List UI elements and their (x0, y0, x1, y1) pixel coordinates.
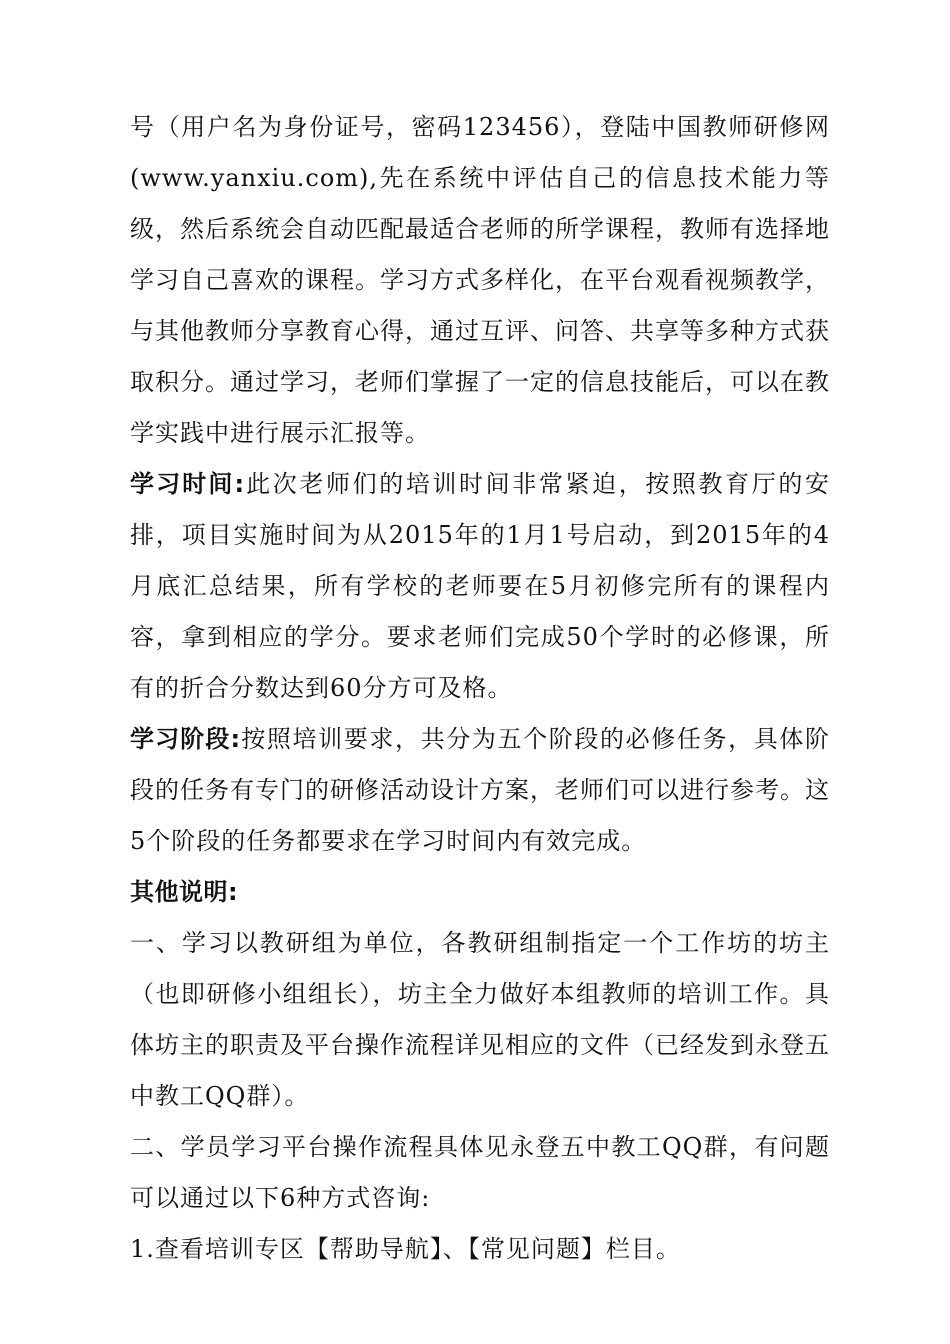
paragraph-help-item-one (130, 1224, 830, 1275)
paragraph-text: 此次老师们的培训时间非常紧迫，按照教育厅的安排，项目实施时间为从2015年的1月1号启动，到2015年的4月底汇总结果，所有学校的老师要在5月初修完所有的课程内容，拿到相应的学分。要求老师们完成50个学时的必修课，所有的折合分数达到60分方可及格。 (130, 470, 830, 702)
paragraph-text: 号（用户名为身份证号，密码123456），登陆中国教师研修网(www.yanxiu.com),先在系统中评估自己的信息技术能力等级，然后系统会自动匹配最适合老师的所学课程，教师有选择地学习自己喜欢的课程。学习方式多样化，在平台观看视频教学，与其他教师分享教育心得，通过互评、问答、共享等多种方式获取积分。通过学习，老师们掌握了一定的信息技能后，可以在教学实践中进行展示汇报等。 (130, 113, 830, 447)
section-heading-study-stages: 学习阶段: (130, 725, 241, 753)
paragraph-text: 1.查看培训专区【帮助导航】、【常见问题】栏目。 (130, 1235, 681, 1263)
paragraph-note-one (130, 918, 830, 1122)
paragraph-study-stages (130, 714, 830, 867)
paragraph-note-two (130, 1122, 830, 1224)
paragraph-text: 二、学员学习平台操作流程具体见永登五中教工QQ群，有问题可以通过以下6种方式咨询: (130, 1133, 830, 1212)
paragraph-other-notes (130, 867, 830, 918)
paragraph-login-intro (130, 102, 830, 459)
paragraph-study-time (130, 459, 830, 714)
section-heading-study-time: 学习时间: (130, 470, 245, 498)
paragraph-text: 按照培训要求，共分为五个阶段的必修任务，具体阶段的任务有专门的研修活动设计方案，老师们可以进行参考。这5个阶段的任务都要求在学习时间内有效完成。 (130, 725, 830, 855)
document-body (130, 102, 830, 1275)
paragraph-text: 一、学习以教研组为单位，各教研组制指定一个工作坊的坊主（也即研修小组组长），坊主全力做好本组教师的培训工作。具体坊主的职责及平台操作流程详见相应的文件（已经发到永登五中教工QQ群）。 (130, 929, 830, 1110)
section-heading-other-notes: 其他说明: (130, 878, 239, 906)
